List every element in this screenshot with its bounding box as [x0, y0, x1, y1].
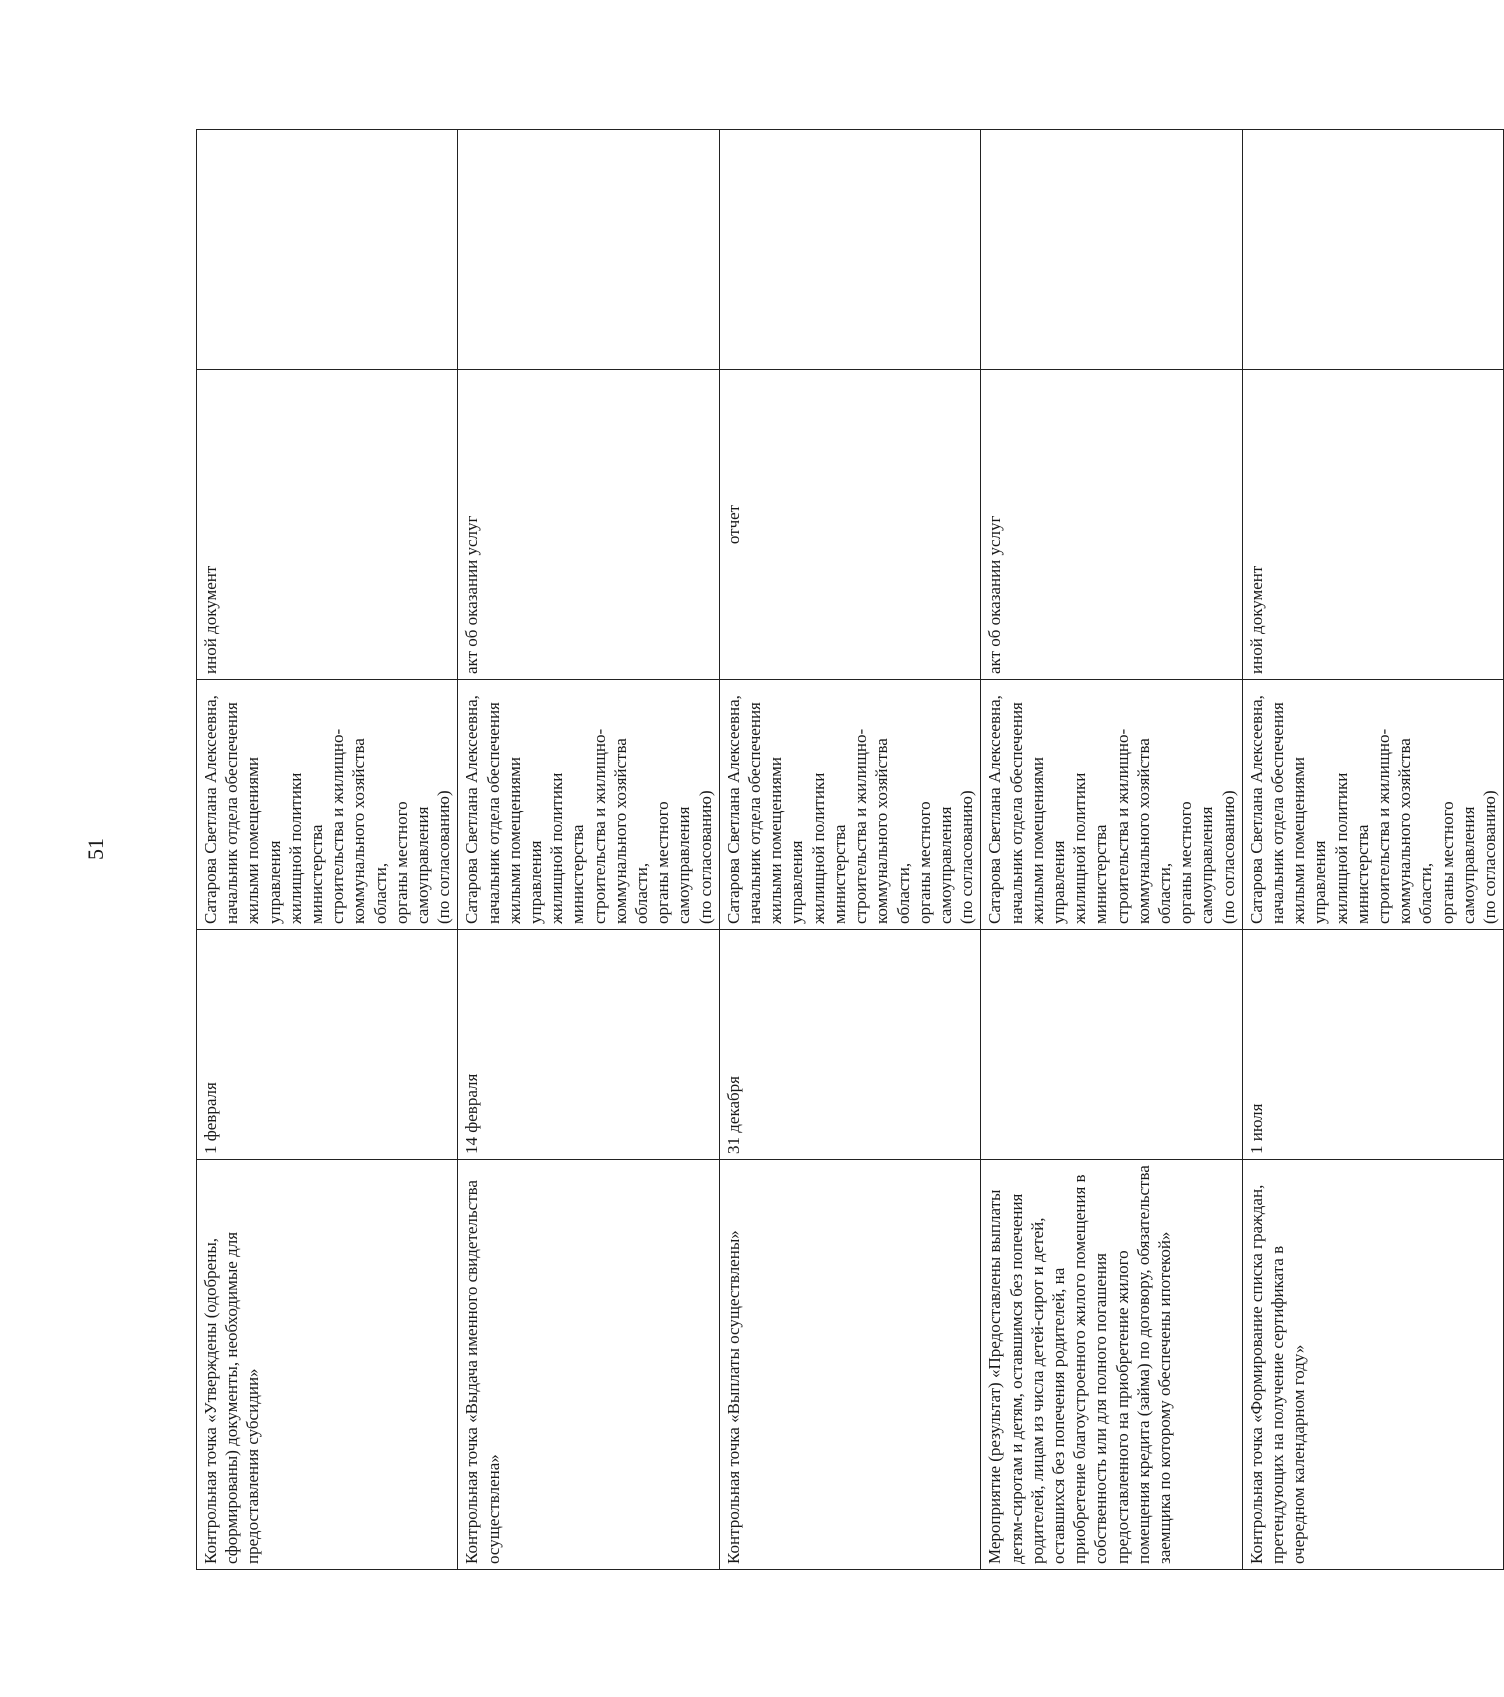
event-name-cell: Контрольная точка «Выдача именного свидетельства осуществлена» — [458, 1160, 719, 1570]
responsible-cell: Сатарова Светлана Алексеевна, начальник отдела обеспечения жилыми помещениями управления жилищной политики министерства строительства и жилищно- коммунального хозяйства области, органы местного самоуправления (по согласованию) — [981, 680, 1242, 930]
event-name-cell: Контрольная точка «Формирование списка граждан, претендующих на получение сертификата в очередном календарном году» — [1242, 1160, 1503, 1570]
page-number: 51 — [83, 838, 108, 860]
date-cell: 1 июля — [1242, 930, 1503, 1160]
document-cell: акт об оказании услуг — [981, 370, 1242, 680]
event-name-cell: Мероприятие (результат) «Предоставлены выплаты детям-сиротам и детям, оставшимся без попечения родителей, лицам из числа детей-сирот и детей, оставшихся без попечения родителей, на приобретение благоустроенного жилого помещения в собственность или для полного погашения предоставленного на приобретение жилого помещения кредита (займа) по договору, обязательства заемщика по которому обеспечены ипотекой» — [981, 1160, 1242, 1570]
table-row — [197, 130, 458, 1570]
date-cell: 14 февраля — [458, 930, 719, 1160]
event-name-cell: Контрольная точка «Выплаты осуществлены» — [719, 1160, 980, 1570]
plan-table — [196, 129, 1504, 1570]
responsible-cell: Сатарова Светлана Алексеевна, начальник отдела обеспечения жилыми помещениями управления жилищной политики министерства строительства и жилищно- коммунального хозяйства области, органы местного самоуправления (по согласованию) — [719, 680, 980, 930]
document-cell: иной документ — [1242, 370, 1503, 680]
table-row — [719, 130, 980, 1570]
date-cell: 1 февраля — [197, 930, 458, 1160]
info-cell — [1242, 130, 1503, 370]
info-cell — [458, 130, 719, 370]
document-cell: иной документ — [197, 370, 458, 680]
responsible-cell: Сатарова Светлана Алексеевна, начальник отдела обеспечения жилыми помещениями управления жилищной политики министерства строительства и жилищно- коммунального хозяйства области, органы местного самоуправления (по согласованию) — [197, 680, 458, 930]
table-row — [1242, 130, 1503, 1570]
date-cell: 31 декабря — [719, 930, 980, 1160]
document-cell: отчет — [719, 370, 980, 680]
table-row — [458, 130, 719, 1570]
table-row — [981, 130, 1242, 1570]
responsible-cell: Сатарова Светлана Алексеевна, начальник отдела обеспечения жилыми помещениями управления жилищной политики министерства строительства и жилищно- коммунального хозяйства области, органы местного самоуправления (по согласованию) — [1242, 680, 1503, 930]
info-cell — [197, 130, 458, 370]
info-cell — [981, 130, 1242, 370]
event-name-cell: Контрольная точка «Утверждены (одобрены, сформированы) документы, необходимые для предоставления субсидии» — [197, 1160, 458, 1570]
date-cell — [981, 930, 1242, 1160]
document-cell: акт об оказании услуг — [458, 370, 719, 680]
plan-table-container — [196, 130, 1499, 1570]
responsible-cell: Сатарова Светлана Алексеевна, начальник отдела обеспечения жилыми помещениями управления жилищной политики министерства строительства и жилищно- коммунального хозяйства области, органы местного самоуправления (по согласованию) — [458, 680, 719, 930]
info-cell — [719, 130, 980, 370]
